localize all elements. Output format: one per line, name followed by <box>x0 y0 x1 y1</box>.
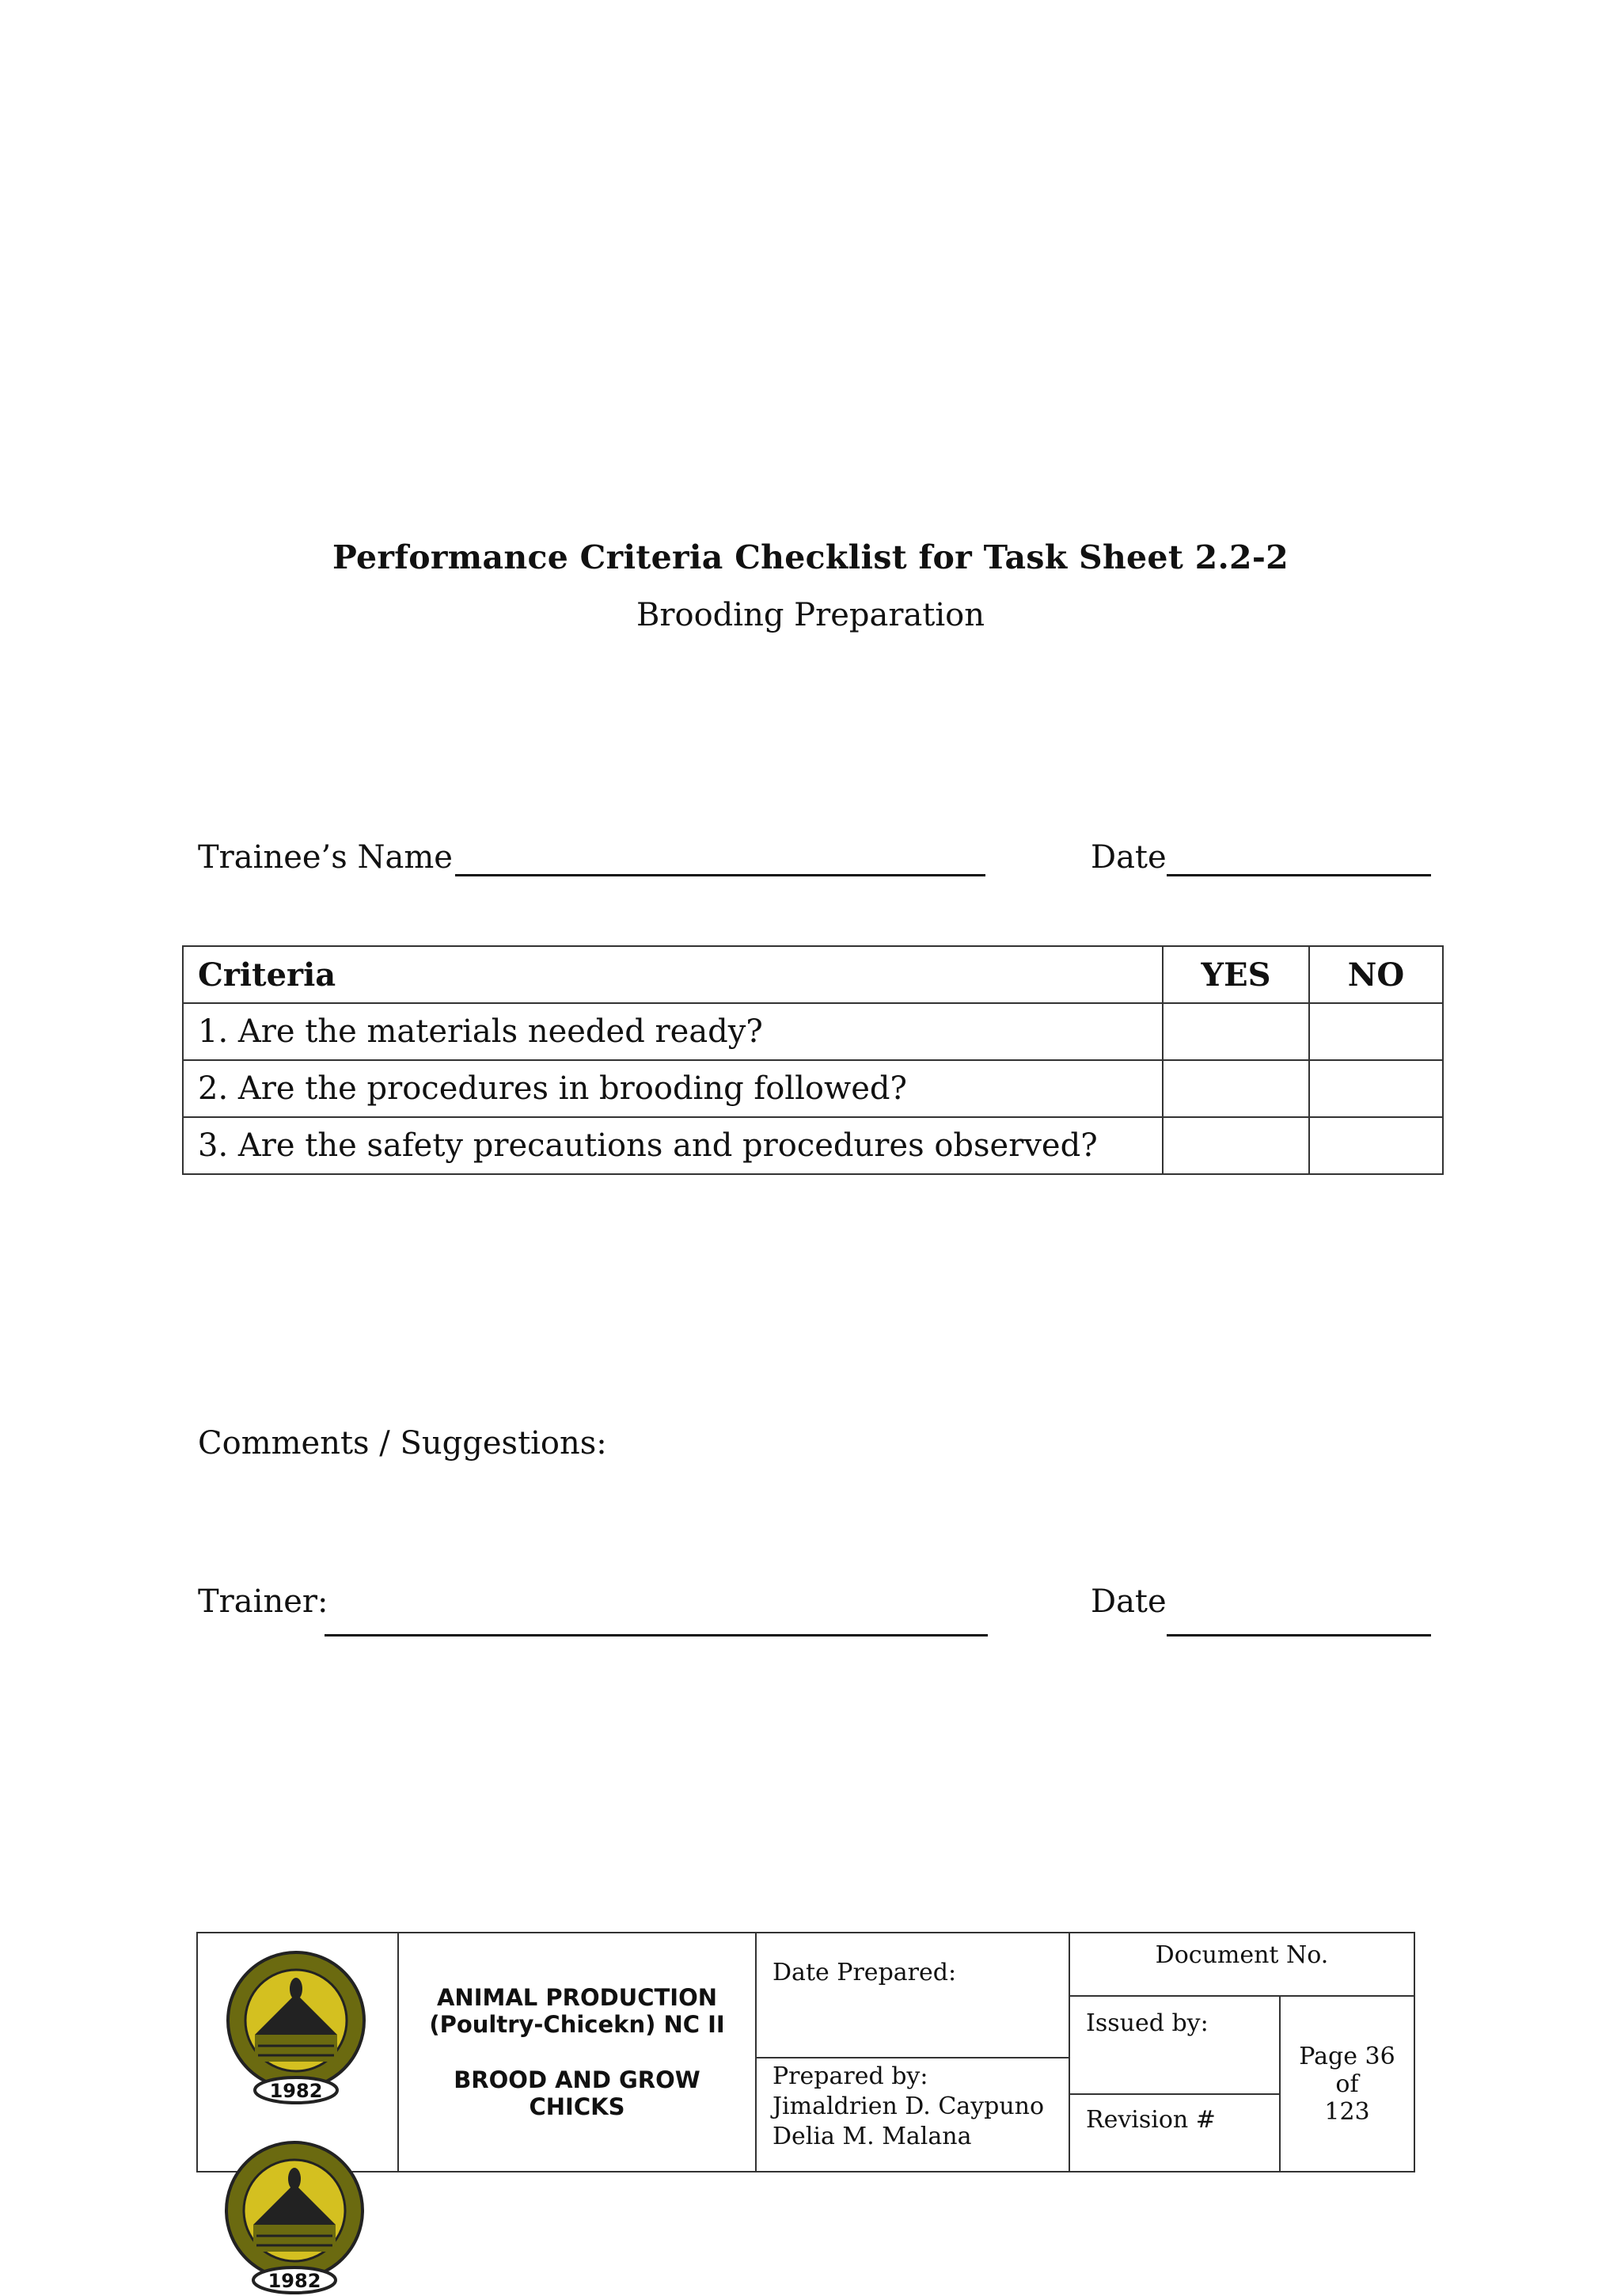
table-row <box>183 1003 1443 1060</box>
page-number-line-2: 123 <box>1324 2097 1370 2126</box>
no-checkbox-cell[interactable] <box>1309 1060 1443 1117</box>
table-row <box>183 1060 1443 1117</box>
revision-label: Revision # <box>1086 2106 1216 2134</box>
trainee-name-field[interactable] <box>455 874 985 876</box>
table-row <box>183 1117 1443 1174</box>
page-title: Performance Criteria Checklist for Task Sheet 2.2-2 <box>332 538 1289 576</box>
trainee-name-label: Trainee’s Name <box>198 839 453 876</box>
issued-by-label: Issued by: <box>1086 2009 1209 2037</box>
column-header-yes: YES <box>1163 946 1309 1003</box>
page-subtitle: Brooding Preparation <box>636 597 985 633</box>
module-title-line-1: BROOD AND GROW <box>454 2066 700 2093</box>
trainee-date-label: Date <box>1091 839 1167 876</box>
trainer-signature-field[interactable] <box>325 1634 988 1636</box>
criteria-checklist-table <box>182 945 1444 1175</box>
comments-label: Comments / Suggestions: <box>198 1425 607 1462</box>
footer-logo-cell <box>197 1933 398 2172</box>
column-header-no: NO <box>1309 946 1443 1003</box>
criterion-text: 1. Are the materials needed ready? <box>183 1003 1163 1060</box>
no-checkbox-cell[interactable] <box>1309 1003 1443 1060</box>
yes-checkbox-cell[interactable] <box>1163 1003 1309 1060</box>
document-no-label: Document No. <box>1155 1941 1329 1969</box>
prepared-by-cell <box>756 2058 1069 2172</box>
trainer-label: Trainer: <box>198 1583 328 1620</box>
no-checkbox-cell[interactable] <box>1309 1117 1443 1174</box>
seal-year: 1982 <box>268 2270 321 2292</box>
program-title-line-1: ANIMAL PRODUCTION <box>436 1984 718 2011</box>
yes-checkbox-cell[interactable] <box>1163 1060 1309 1117</box>
column-header-criteria: Criteria <box>183 946 1163 1003</box>
trainer-date-field[interactable] <box>1167 1634 1431 1636</box>
document-no-cell <box>1069 1933 1414 1996</box>
module-title-line-2: CHICKS <box>529 2093 625 2120</box>
criterion-text: 3. Are the safety precautions and procedures observed? <box>183 1117 1163 1174</box>
trainee-date-field[interactable] <box>1167 874 1431 876</box>
criterion-text: 2. Are the procedures in brooding followed? <box>183 1060 1163 1117</box>
date-prepared-label: Date Prepared: <box>773 1959 957 1986</box>
page-number-cell <box>1280 1996 1414 2172</box>
issued-by-cell <box>1069 1996 1280 2094</box>
revision-cell <box>1069 2094 1280 2172</box>
prepared-by-label: Prepared by: <box>773 2062 928 2090</box>
trainer-date-label: Date <box>1091 1583 1167 1620</box>
yes-checkbox-cell[interactable] <box>1163 1117 1309 1174</box>
table-header-row <box>183 946 1443 1003</box>
page-number-line-1: Page 36 of <box>1299 2042 1395 2098</box>
school-seal-logo-icon <box>215 2138 374 2296</box>
program-title-cell <box>398 1933 756 2172</box>
school-seal-logo-icon <box>217 1948 375 2106</box>
document-footer-table <box>196 1932 1415 2172</box>
seal-year: 1982 <box>269 2080 323 2102</box>
date-prepared-cell <box>756 1933 1069 2058</box>
preparer-name-2: Delia M. Malana <box>773 2123 972 2150</box>
preparer-name-1: Jimaldrien D. Caypuno <box>773 2093 1045 2120</box>
program-title-line-2: (Poultry-Chicekn) NC II <box>429 2011 725 2038</box>
